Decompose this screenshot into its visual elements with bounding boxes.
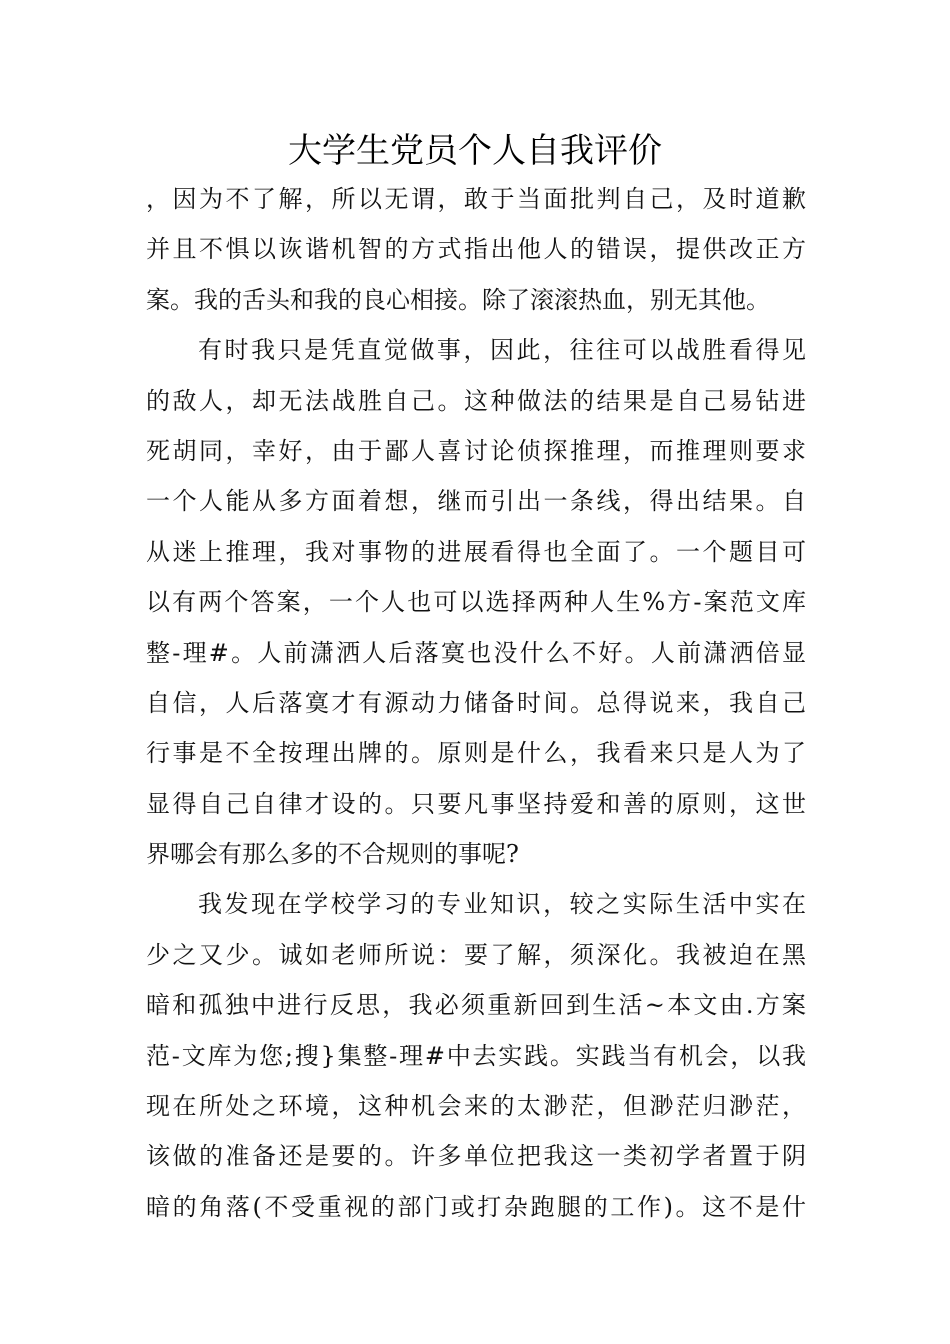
text-line: 整-理#。人前潇洒人后落寞也没什么不好。人前潇洒倍显 (146, 638, 806, 667)
text-line: 范-文库为您;搜}集整-理#中去实践。实践当有机会，以我 (146, 1041, 806, 1070)
text-line: 死胡同，幸好，由于鄙人喜讨论侦探推理，而推理则要求 (146, 436, 806, 465)
text-line: 从迷上推理，我对事物的进展看得也全面了。一个题目可 (146, 537, 806, 566)
text-line: 少之又少。诚如老师所说：要了解，须深化。我被迫在黑 (146, 940, 806, 969)
text-line: 界哪会有那么多的不合规则的事呢? (146, 840, 519, 869)
text-line: 暗的角落(不受重视的部门或打杂跑腿的工作)。这不是什 (146, 1192, 806, 1221)
text-line: 行事是不全按理出牌的。原则是什么，我看来只是人为了 (146, 739, 806, 768)
text-line: 案。我的舌头和我的良心相接。除了滚滚热血，别无其他。 (146, 285, 770, 314)
paragraph-first-line: 有时我只是凭直觉做事，因此，往往可以战胜看得见 (198, 336, 806, 365)
document-body (146, 174, 806, 1232)
text-line: 自信，人后落寞才有源动力储备时间。总得说来，我自己 (146, 688, 806, 717)
text-line: 的敌人，却无法战胜自己。这种做法的结果是自己易钻进 (146, 386, 806, 415)
text-line: ，因为不了解，所以无谓，敢于当面批判自己，及时道歉 (146, 185, 806, 213)
text-line: 显得自己自律才设的。只要凡事坚持爱和善的原则，这世 (146, 789, 806, 818)
document-title: 大学生党员个人自我评价 (288, 131, 662, 171)
text-line: 该做的准备还是要的。许多单位把我这一类初学者置于阴 (146, 1142, 806, 1171)
text-line: 现在所处之环境，这种机会来的太渺茫，但渺茫归渺茫， (146, 1092, 806, 1121)
text-line: 以有两个答案，一个人也可以选择两种人生%方-案范文库 (146, 588, 806, 617)
text-line: 暗和孤独中进行反思，我必须重新回到生活~本文由.方案 (146, 991, 806, 1020)
text-line: 并且不惧以诙谐机智的方式指出他人的错误，提供改正方 (146, 235, 806, 264)
text-line: 一个人能从多方面着想，继而引出一条线，得出结果。自 (146, 487, 806, 516)
paragraph-first-line: 我发现在学校学习的专业知识，较之实际生活中实在 (198, 890, 806, 919)
